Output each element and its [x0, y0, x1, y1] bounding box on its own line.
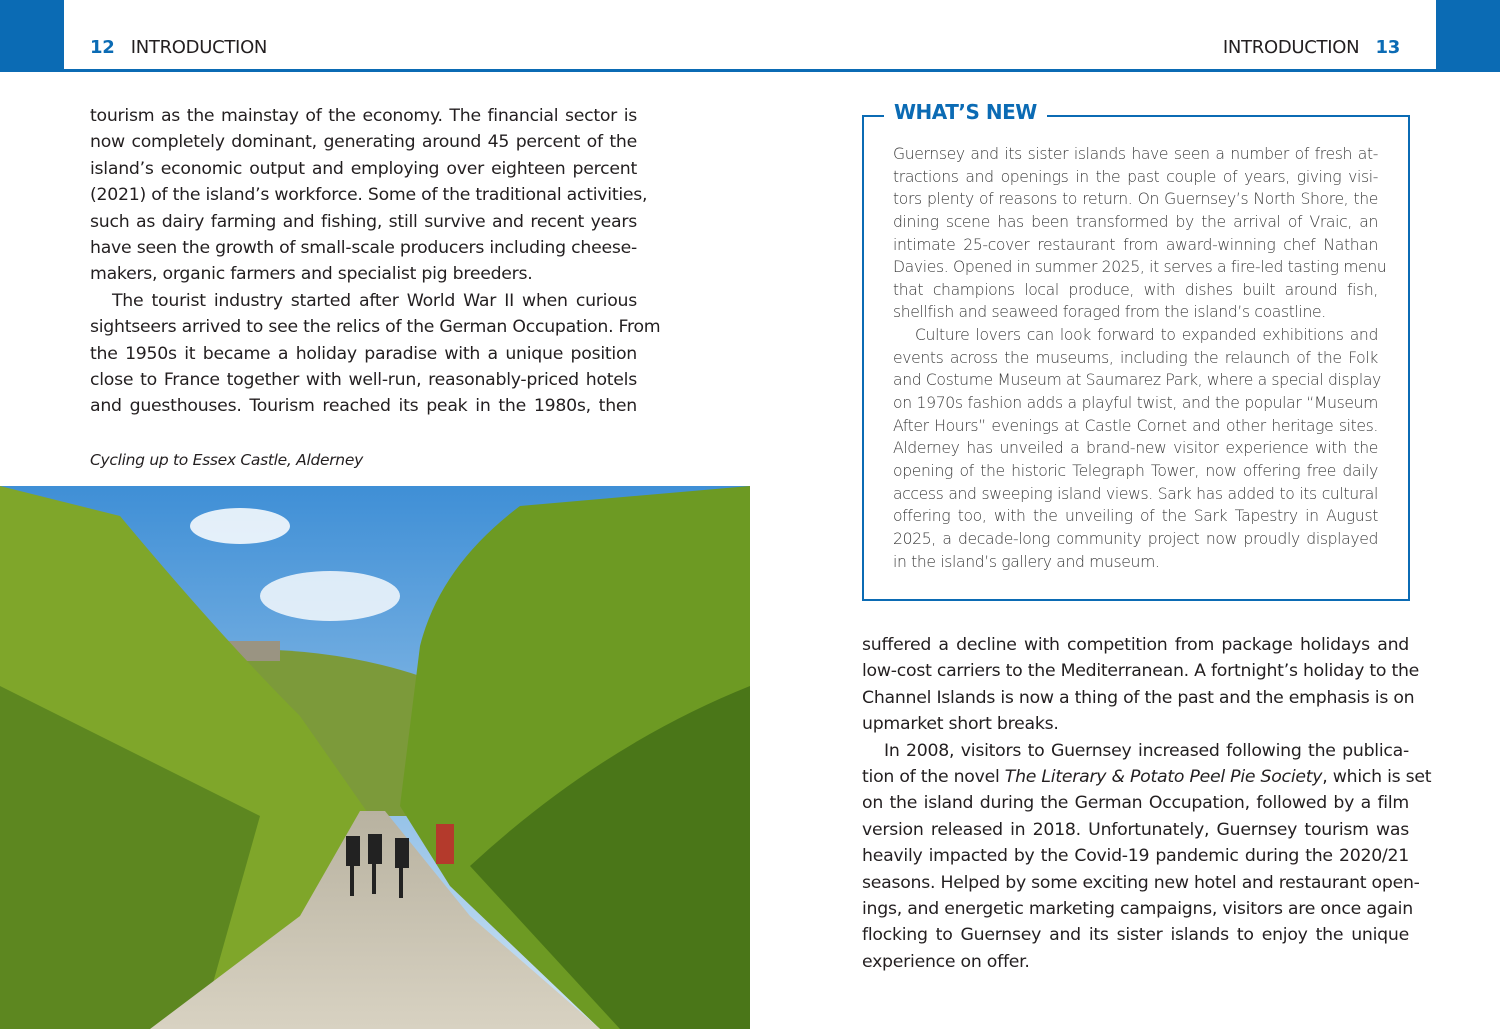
- page-tab-right: [1436, 0, 1500, 71]
- right-body-text: [862, 632, 1432, 975]
- text-line: dining scene has been transformed by the arrival of Vraic, an: [893, 212, 1378, 231]
- text-line: upmarket short breaks.: [862, 714, 1059, 735]
- text-line: Guernsey and its sister islands have seen a number of fresh at-: [893, 145, 1378, 163]
- left-body-text: [90, 103, 661, 420]
- text-line: The tourist industry started after World War II when curious: [112, 290, 637, 311]
- cloud: [190, 508, 290, 544]
- text-line: the 1950s it became a holiday paradise with a unique position: [90, 343, 637, 364]
- text-line: tourism as the mainstay of the economy. The financial sector is: [90, 106, 637, 126]
- text-line: In 2008, visitors to Guernsey increased following the publica-: [884, 740, 1409, 761]
- book-title: The Literary & Potato Peel Pie Society: [1004, 766, 1323, 787]
- text-line: Davies. Opened in summer 2025, it serves a fire-led tasting menu: [893, 258, 1387, 277]
- text-line: suffered a decline with competition from package holidays and: [862, 635, 1409, 655]
- text-line: tion of the novel The Literary & Potato Peel Pie Society, which is set: [862, 766, 1432, 787]
- header-rule: [0, 69, 1500, 72]
- text-line: have seen the growth of small-scale producers including cheese-: [90, 237, 637, 258]
- text-line: Channel Islands is now a thing of the past and the emphasis is on: [862, 687, 1415, 708]
- text-line: Culture lovers can look forward to expanded exhibitions and: [915, 326, 1378, 345]
- page-tab-left: [0, 0, 64, 71]
- page-number-right: 13: [1375, 37, 1400, 58]
- page-number-left: 12: [90, 37, 115, 58]
- text-line: low-cost carriers to the Mediterranean. A fortnight’s holiday to the: [862, 661, 1420, 682]
- text-line: heavily impacted by the Covid-19 pandemic during the 2020/21: [862, 846, 1409, 867]
- photo-caption: Cycling up to Essex Castle, Alderney: [90, 451, 363, 469]
- text-line: in the island’s gallery and museum.: [893, 552, 1160, 571]
- text-line: Alderney has unveiled a brand-new visitor experience with the: [893, 439, 1378, 458]
- text-line: and guesthouses. Tourism reached its peak in the 1980s, then: [90, 396, 637, 417]
- text-line: flocking to Guernsey and its sister islands to enjoy the unique: [862, 925, 1409, 946]
- text-line: offering too, with the unveiling of the Sark Tapestry in August: [893, 507, 1378, 526]
- text-line: on 1970s fashion adds a playful twist, and the popular “Museum: [893, 394, 1378, 413]
- text-line: now completely dominant, generating around 45 percent of the: [90, 132, 637, 153]
- running-header-left: [90, 37, 267, 58]
- text-line: version released in 2018. Unfortunately, Guernsey tourism was: [862, 819, 1409, 840]
- running-header-right: [1223, 37, 1400, 58]
- cloud: [260, 571, 400, 621]
- text-line: such as dairy farming and fishing, still survive and recent years: [90, 211, 637, 232]
- text-line: sightseers arrived to see the relics of the German Occupation. From: [90, 317, 661, 338]
- text-line: opening of the historic Telegraph Tower, now offering free daily: [893, 461, 1378, 480]
- text-line: events across the museums, including the relaunch of the Folk: [893, 348, 1378, 367]
- text-line: close to France together with well-run, reasonably-priced hotels: [90, 369, 637, 390]
- text-line: ings, and energetic marketing campaigns, visitors are once again: [862, 898, 1413, 919]
- whats-new-title: WHAT’S NEW: [884, 100, 1047, 124]
- whats-new-text: [893, 143, 1387, 573]
- text-line: seasons. Helped by some exciting new hotel and restaurant open-: [862, 872, 1420, 893]
- section-title-right: INTRODUCTION: [1222, 37, 1360, 58]
- text-line: (2021) of the island’s workforce. Some of the traditional activities,: [90, 185, 648, 206]
- road-sign: [436, 824, 454, 864]
- text-line: After Hours” evenings at Castle Cornet and other heritage sites.: [893, 416, 1378, 435]
- text-line: intimate 25-cover restaurant from award-winning chef Nathan: [893, 235, 1378, 254]
- section-title-left: INTRODUCTION: [130, 37, 268, 58]
- text-line: access and sweeping island views. Sark has added to its cultural: [893, 484, 1378, 503]
- text-line: shellfish and seaweed foraged from the island’s coastline.: [893, 303, 1326, 322]
- text-line: experience on offer.: [862, 951, 1030, 972]
- text-line: and Costume Museum at Saumarez Park, where a special display: [893, 371, 1381, 390]
- text-line: tors plenty of reasons to return. On Guernsey’s North Shore, the: [893, 190, 1378, 209]
- text-line: tractions and openings in the past couple of years, giving visi-: [893, 167, 1378, 186]
- photo-cycling-essex-castle: [0, 486, 750, 1029]
- text-line: makers, organic farmers and specialist pig breeders.: [90, 264, 533, 285]
- text-line: that champions local produce, with dishes built around fish,: [893, 280, 1378, 299]
- text-line: island’s economic output and employing over eighteen percent: [90, 158, 637, 179]
- text-line: on the island during the German Occupation, followed by a film: [862, 793, 1409, 814]
- text-line: 2025, a decade-long community project now proudly displayed: [893, 529, 1378, 548]
